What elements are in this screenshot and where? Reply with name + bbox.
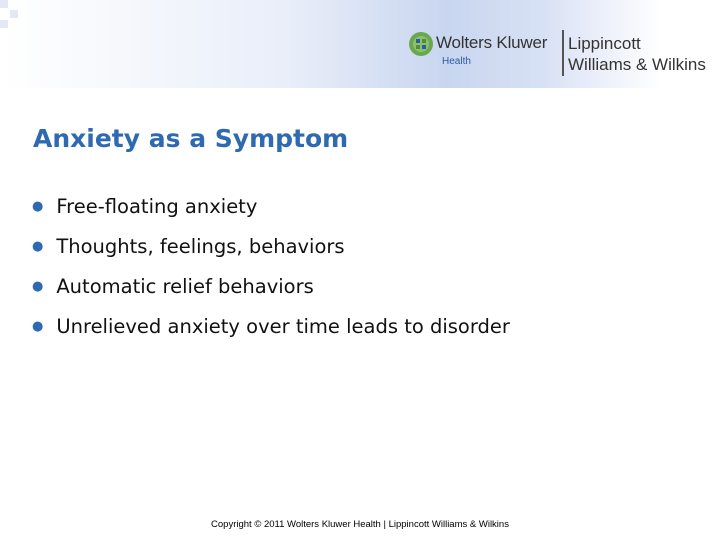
bullet-item: [30, 226, 510, 266]
logo-partner-line1: Lippincott: [568, 34, 641, 53]
logo-partner-text: [568, 33, 706, 75]
bullet-item: [30, 306, 510, 346]
logo-brand-text: Wolters Kluwer: [436, 33, 548, 52]
logo-partner-line2: Williams & Wilkins: [568, 55, 706, 74]
bullet-dot-icon: ●: [32, 318, 44, 334]
slide-title: Anxiety as a Symptom: [33, 124, 349, 153]
bullet-dot-icon: ●: [32, 278, 44, 294]
bullet-item: [30, 266, 510, 306]
copyright-footer: Copyright © 2011 Wolters Kluwer Health | Lippincott Williams & Wilkins: [211, 519, 509, 530]
wolters-kluwer-logo-icon: [408, 31, 434, 57]
header-band: [0, 0, 720, 88]
logo-sub-text: Health: [442, 56, 471, 67]
bullet-dot-icon: ●: [32, 198, 44, 214]
bullet-list: [30, 186, 510, 346]
publisher-logo: [408, 30, 718, 80]
bullet-text: Thoughts, feelings, behaviors: [56, 234, 345, 258]
bullet-text: Automatic relief behaviors: [56, 274, 314, 298]
corner-decoration: [0, 0, 40, 30]
bullet-item: [30, 186, 510, 226]
bullet-text: Unrelieved anxiety over time leads to disorder: [56, 314, 510, 338]
bullet-text: Free-floating anxiety: [56, 194, 258, 218]
bullet-dot-icon: ●: [32, 238, 44, 254]
logo-divider: [562, 30, 564, 76]
